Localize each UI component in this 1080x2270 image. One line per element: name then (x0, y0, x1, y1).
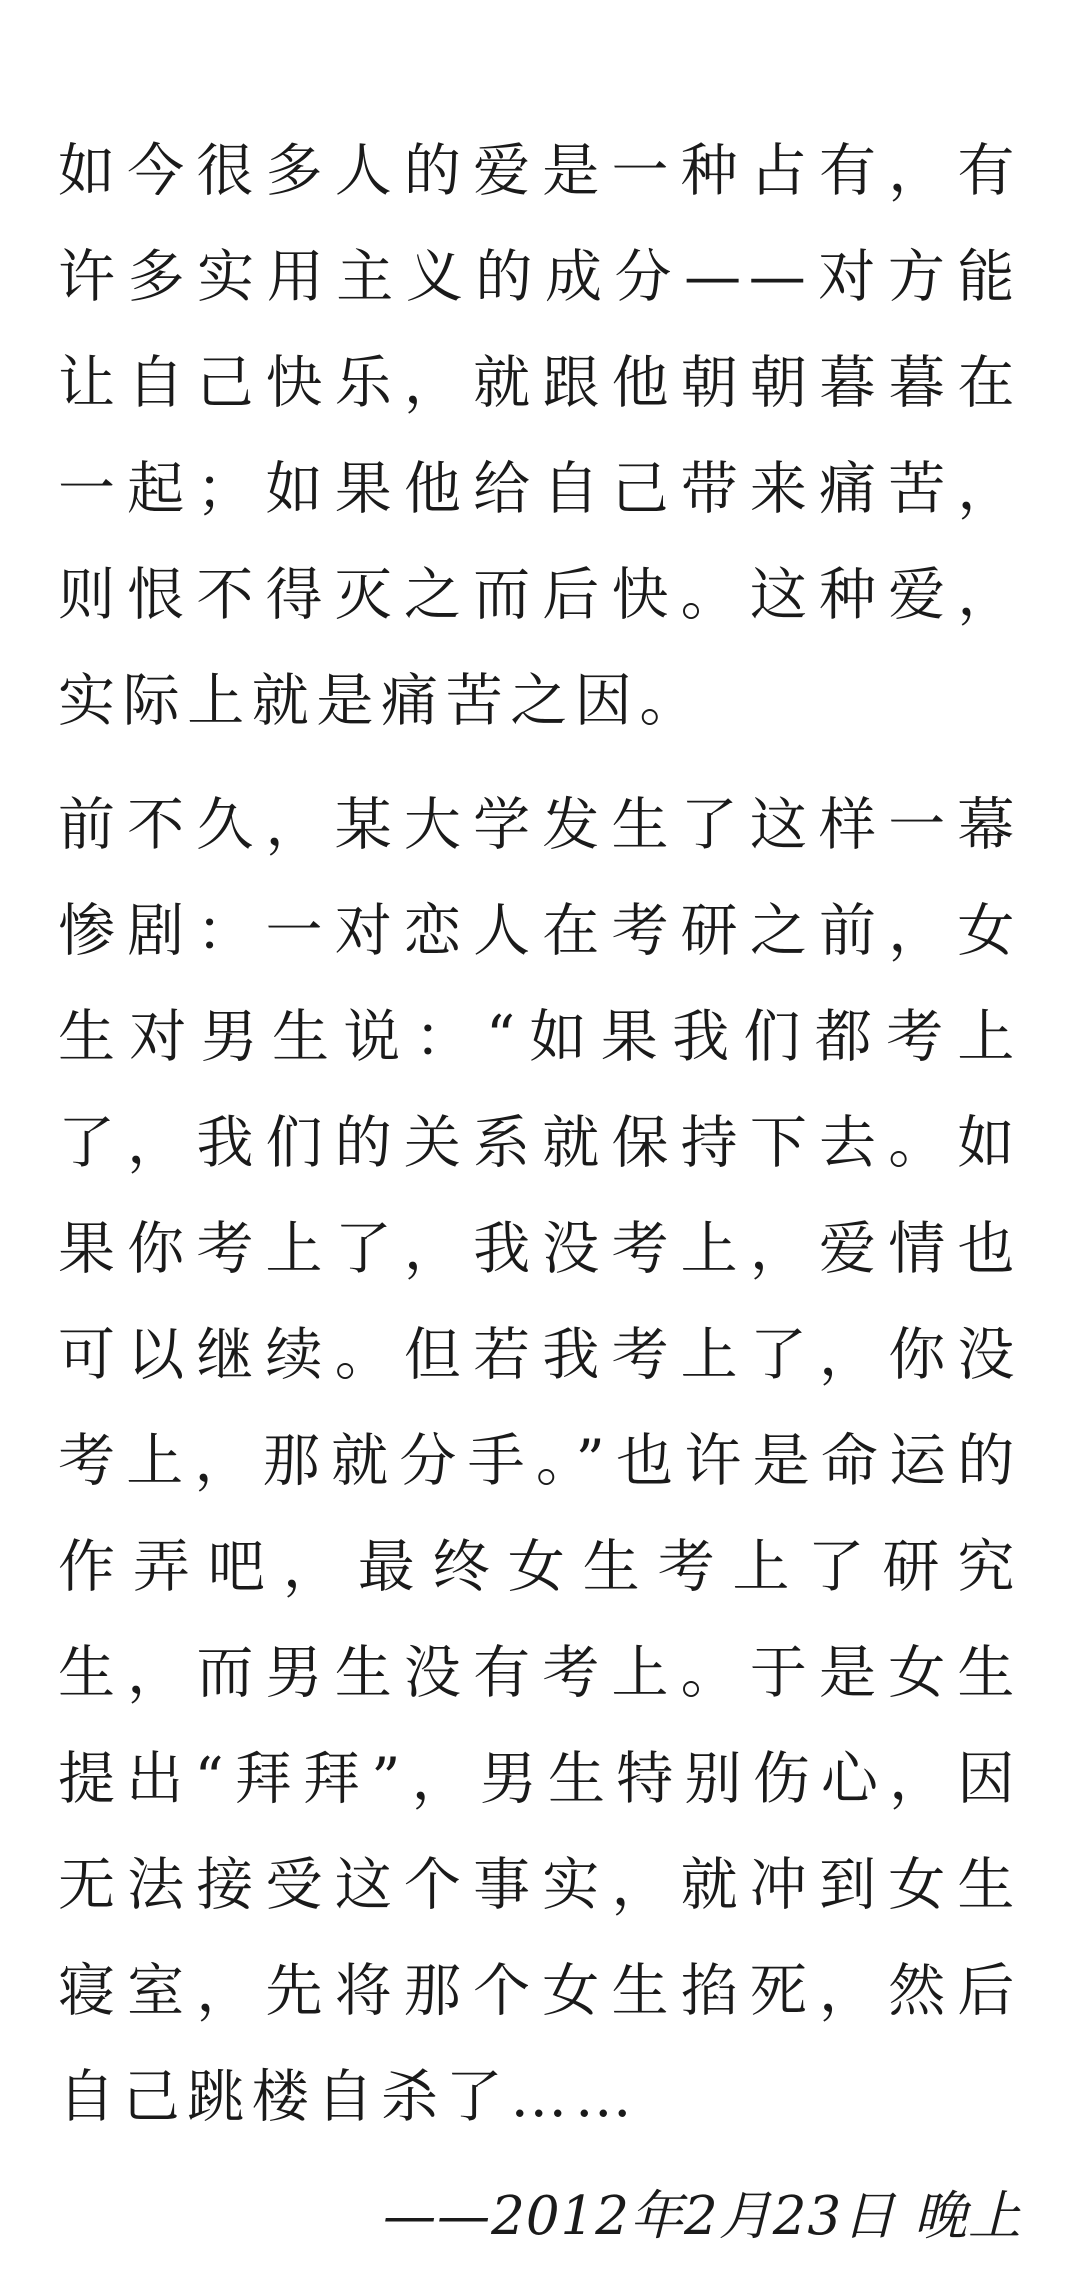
paragraph-2: 前不久，某大学发生了这样一幕惨剧：一对恋人在考研之前，女生对男生说：“如果我们都考上了，我们的关系就保持下去。如果你考上了，我没考上，爱情也可以继续。但若我考上了，你没考上，那就分手。”也许是命运的作弄吧，最终女生考上了研究生，而男生没有考上。于是女生提出“拜拜”，男生特别伤心，因无法接受这个事实，就冲到女生寝室，先将那个女生掐死，然后自己跳楼自杀了…… (58, 792, 1022, 2130)
paragraph-1: 如今很多人的爱是一种占有，有许多实用主义的成分——对方能让自己快乐，就跟他朝朝暮暮在一起；如果他给自己带来痛苦，则恨不得灭之而后快。这种爱，实际上就是痛苦之因。 (58, 138, 1022, 734)
date-signature: ——2012年2月23日 晚上 (383, 2186, 1022, 2247)
document-page (58, 118, 1022, 2270)
